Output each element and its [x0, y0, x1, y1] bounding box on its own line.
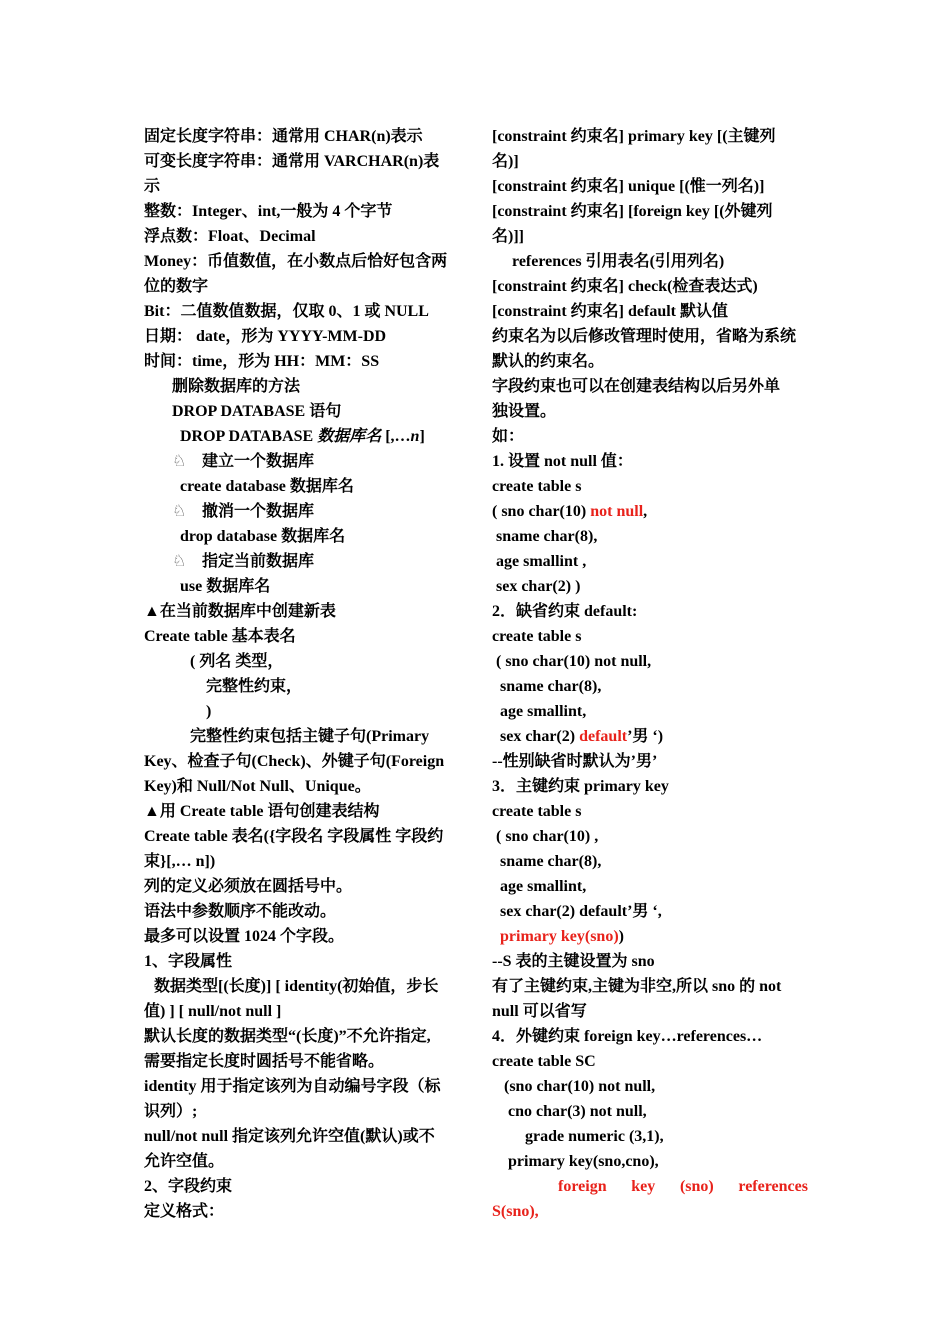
- text-line: 识列）;: [144, 1103, 198, 1120]
- text-line: 默认长度的数据类型“(长度)”不允许指定,: [144, 1028, 431, 1045]
- code-line: sex char(2) ): [496, 578, 581, 595]
- text-line: 整数：Integer、int,一般为 4 个字节: [144, 203, 393, 220]
- text-line: 浮点数：Float、Decimal: [144, 228, 316, 245]
- code-line: sex char(2) default’男 ‘): [500, 728, 664, 745]
- subsection-heading: 2、字段约束: [144, 1178, 233, 1195]
- syntax-line: DROP DATABASE 数据库名 [,…n]: [180, 428, 425, 445]
- bullet-line: ♘ 指定当前数据库: [144, 549, 460, 574]
- knight-icon: ♘: [172, 453, 187, 470]
- code-line: age smallint,: [500, 703, 587, 720]
- text-line: 默认的约束名。: [492, 353, 605, 370]
- code-line: 完整性约束，: [206, 678, 303, 695]
- code-line: grade numeric (3,1),: [525, 1128, 664, 1145]
- code-line: primary key(sno)): [500, 928, 624, 945]
- text-line: 有了主键约束,主键为非空,所以 sno 的 not: [492, 978, 782, 995]
- code-line: Create table 基本表名: [144, 628, 296, 645]
- code-line: use 数据库名: [180, 578, 271, 595]
- text-line: references 引用表名(引用列名): [512, 253, 725, 270]
- code-line: drop database 数据库名: [180, 528, 346, 545]
- text-line: null/not null 指定该列允许空值(默认)或不: [144, 1128, 435, 1145]
- text-line: identity 用于指定该列为自动编号字段（标: [144, 1078, 441, 1095]
- code-line: sname char(8),: [500, 853, 602, 870]
- text-line: 最多可以设置 1024 个字段。: [144, 928, 345, 945]
- text-line: [constraint 约束名] primary key [(主键列: [492, 128, 776, 145]
- text-line: 数据类型[(长度)] [ identity(初始值，步长: [154, 978, 439, 995]
- text-line: [constraint 约束名] [foreign key [(外键列: [492, 203, 773, 220]
- text-line: 独设置。: [492, 403, 557, 420]
- code-line: create table s: [492, 803, 582, 820]
- text-line: 日期： date，形为 YYYY-MM-DD: [144, 328, 387, 345]
- code-line: age smallint ,: [496, 553, 587, 570]
- text-line: 可变长度字符串：通常用 VARCHAR(n)表: [144, 153, 440, 170]
- text-line: null 可以省写: [492, 1003, 587, 1020]
- text-line: 允许空值。: [144, 1153, 225, 1170]
- text-line: 束}[,… n]): [144, 853, 216, 870]
- text-line: 位的数字: [144, 278, 209, 295]
- code-line: sname char(8),: [496, 528, 598, 545]
- section-heading: ▲用 Create table 语句创建表结构: [144, 803, 380, 820]
- text-line: 定义格式：: [144, 1203, 225, 1220]
- code-line: age smallint,: [500, 878, 587, 895]
- knight-icon: ♘: [172, 503, 187, 520]
- bullet-line: ♘ 撤消一个数据库: [144, 499, 460, 524]
- example-heading: 3．主键约束 primary key: [492, 778, 669, 795]
- text-line: 需要指定长度时圆括号不能省略。: [144, 1053, 385, 1070]
- text-line: Money：币值数值，在小数点后恰好包含两: [144, 253, 448, 270]
- right-column: [492, 124, 808, 1224]
- code-line: create table s: [492, 628, 582, 645]
- highlight-text: default: [579, 728, 628, 745]
- code-line: ): [206, 703, 212, 720]
- text-line: 列的定义必须放在圆括号中。: [144, 878, 353, 895]
- highlight-code-line: S(sno),: [492, 1203, 539, 1220]
- code-line: ( sno char(10) ,: [496, 828, 599, 845]
- text-line: [constraint 约束名] unique [(惟一列名)]: [492, 178, 765, 195]
- text-line: 如：: [492, 428, 525, 445]
- text-line: 示: [144, 178, 161, 195]
- example-heading: 1. 设置 not null 值：: [492, 453, 633, 470]
- left-column: [144, 124, 460, 1224]
- code-line: ( sno char(10) not null,: [496, 653, 652, 670]
- text-line: [constraint 约束名] default 默认值: [492, 303, 728, 320]
- highlight-text: not null: [590, 503, 644, 520]
- text-line: 值) ] [ null/not null ]: [144, 1003, 282, 1020]
- text-line: 名)]]: [492, 228, 524, 245]
- text-line: 名)]: [492, 153, 519, 170]
- code-line: sname char(8),: [500, 678, 602, 695]
- subsection-heading: 1、字段属性: [144, 953, 233, 970]
- highlight-code-line: foreign key (sno) references: [558, 1178, 808, 1195]
- code-line: cno char(3) not null,: [508, 1103, 647, 1120]
- bullet-line: ♘ 建立一个数据库: [144, 449, 460, 474]
- code-line: sex char(2) default’男 ‘,: [500, 903, 662, 920]
- text-line: 完整性约束包括主键子句(Primary: [190, 728, 430, 745]
- text-line: 时间：time，形为 HH：MM：SS: [144, 353, 380, 370]
- code-line: create database 数据库名: [180, 478, 354, 495]
- example-heading: 2．缺省约束 default:: [492, 603, 638, 620]
- code-line: create table s: [492, 478, 582, 495]
- text-line: Bit：二值数值数据，仅取 0、1 或 NULL: [144, 303, 429, 320]
- text-line: 固定长度字符串：通常用 CHAR(n)表示: [144, 128, 423, 145]
- code-line: (sno char(10) not null,: [504, 1078, 656, 1095]
- highlight-text: primary key(sno): [500, 928, 619, 945]
- text-line: [constraint 约束名] check(检查表达式): [492, 278, 758, 295]
- example-heading: 4．外键约束 foreign key…references…: [492, 1028, 763, 1045]
- code-line: ( 列名 类型，: [190, 653, 284, 670]
- text-line: 字段约束也可以在创建表结构以后另外单: [492, 378, 781, 395]
- text-line: 约束名为以后修改管理时使用，省略为系统: [492, 328, 797, 345]
- comment-line: --性别缺省时默认为’男’: [492, 753, 658, 770]
- comment-line: --S 表的主键设置为 sno: [492, 953, 655, 970]
- section-heading-drop-db: 删除数据库的方法: [172, 378, 301, 395]
- knight-icon: ♘: [172, 553, 187, 570]
- text-line: Key、检查子句(Check)、外键子句(Foreign: [144, 753, 445, 770]
- text-line: Key)和 Null/Not Null、Unique。: [144, 778, 371, 795]
- text-line: Create table 表名({字段名 字段属性 字段约: [144, 828, 444, 845]
- code-line: ( sno char(10) not null,: [492, 503, 648, 520]
- code-line: primary key(sno,cno),: [508, 1153, 659, 1170]
- text-line: 语法中参数顺序不能改动。: [144, 903, 337, 920]
- text-line: DROP DATABASE 语句: [172, 403, 342, 420]
- code-line: create table SC: [492, 1053, 596, 1070]
- section-heading: ▲在当前数据库中创建新表: [144, 603, 336, 620]
